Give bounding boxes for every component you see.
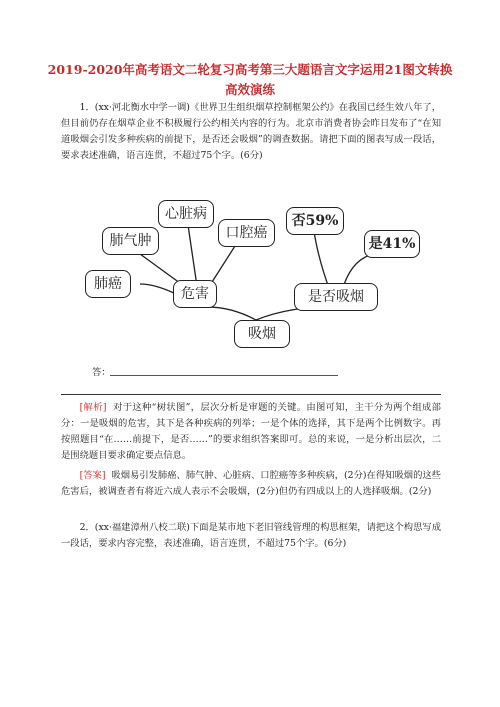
document-title: 2019-2020年高考语文二轮复习高考第三大题语言文字运用21图文转换 bbox=[47, 62, 453, 77]
node-whether-smoke: 是否吸烟 bbox=[294, 283, 378, 311]
node-emphysema: 肺气肿 bbox=[102, 227, 159, 255]
analysis-text: 对于这种“树状图”，层次分析是审题的关键。由图可知，主干分为两个组成部分：一是吸烟的危害，其下是各种疾病的列举；一是个体的选择，其下是两个比例数字。再按照题目“在……前提下，是否……”的要求组织答案即可。总的来说，一是分析出层次，二是围绕题目要求确定要点信息。 bbox=[61, 402, 441, 461]
node-oral-cancer: 口腔癌 bbox=[218, 219, 275, 247]
node-no-59: 否59% bbox=[286, 207, 344, 235]
question-1-text: 1．(xx·河北衡水中学一调)《世界卫生组织烟草控制框架公约》在我国已经生效八年了，但目前仍存在烟草企业不积极履行公约相关内容的行为。北京市消费者协会昨日发布了“在知道吸烟会引发多种疾病的前提下，是否还会吸烟”的调查数据。请把下面的图表写成一段话，要求表述准确，语言连贯，不超过75个字。(6分) bbox=[61, 102, 441, 161]
node-harm: 危害 bbox=[173, 280, 217, 308]
answer-text: 吸烟易引发肺癌、肺气肿、心脏病、口腔癌等多种疾病，(2分)在得知吸烟的这些危害后，被调查者有将近六成人表示不会吸烟，(2分)但仍有四成以上的人选择吸烟。(2分) bbox=[61, 470, 441, 497]
question-2-text: 2．(xx·福建漳州八校二联)下面是某市地下老旧管线管理的构思框架，请把这个构思写成一段话，要求内容完整，表述准确，语言连贯，不超过75个字。(6分) bbox=[61, 522, 441, 549]
node-yes-41: 是41% bbox=[364, 230, 420, 258]
section-divider bbox=[61, 394, 441, 395]
analysis-tag: [解析] bbox=[79, 402, 107, 413]
answer-paragraph bbox=[61, 468, 441, 500]
node-heart-disease: 心脏病 bbox=[158, 200, 214, 228]
document-subtitle: 高效演练 bbox=[224, 82, 275, 97]
answer-blank-line bbox=[110, 375, 338, 376]
answer-tag: [答案] bbox=[79, 470, 106, 481]
analysis-paragraph bbox=[61, 400, 441, 464]
answer-label: 答： bbox=[92, 367, 111, 378]
node-smoking: 吸烟 bbox=[234, 320, 290, 348]
node-lung-cancer: 肺癌 bbox=[85, 270, 131, 298]
